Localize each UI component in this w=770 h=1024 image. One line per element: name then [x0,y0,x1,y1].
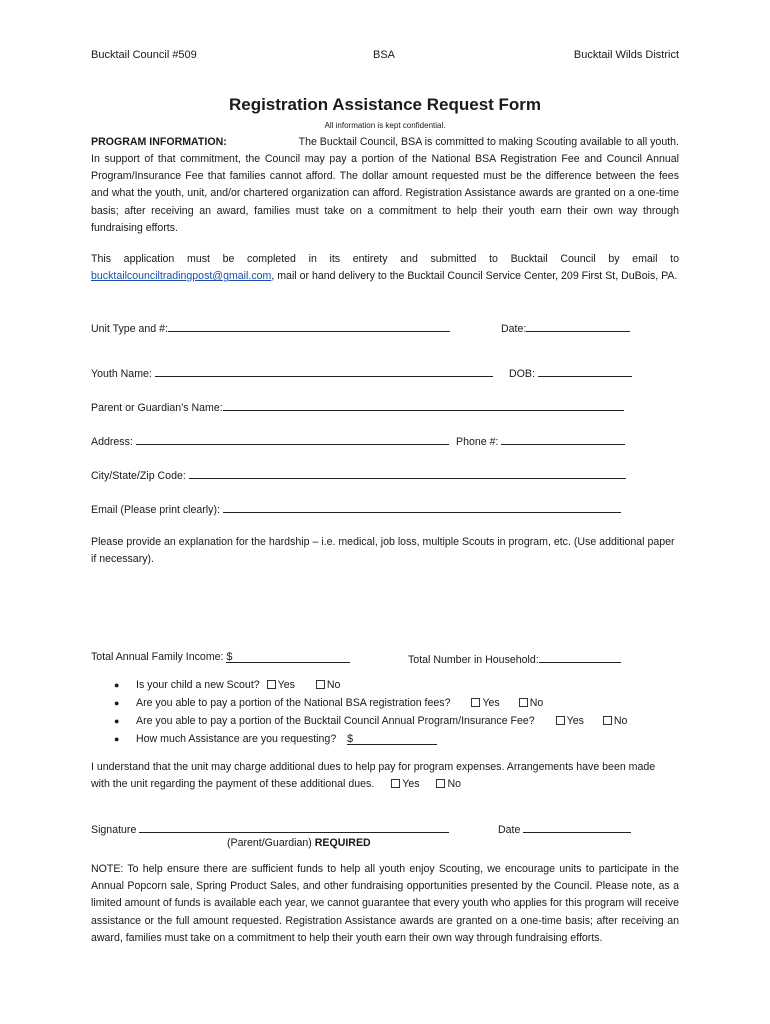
address-field[interactable] [91,433,449,448]
income-label: Total Annual Family Income: [91,651,224,663]
signature-caption [227,837,371,849]
dob-field[interactable] [509,365,632,380]
household-label: Total Number in Household: [408,654,539,666]
no-label: No [529,697,544,709]
city-label: City/State/Zip Code: [91,470,186,482]
phone-field[interactable] [456,433,625,448]
form-title: Registration Assistance Request Form [228,95,542,114]
question-assistance-amount[interactable] [136,733,437,745]
application-instructions [91,251,679,285]
checkbox-yes[interactable] [391,779,400,788]
question-council-fee [136,715,627,727]
income-dollar: $ [226,651,233,663]
question-text: How much Assistance are you requesting? [136,733,337,745]
yes-label: Yes [402,778,420,791]
checkbox-no[interactable] [603,716,612,725]
yes-label: Yes [482,697,500,709]
bullet-icon: ● [114,680,120,690]
income-line[interactable] [226,651,350,663]
bullet-icon: ● [114,716,120,726]
checkbox-no[interactable] [519,698,528,707]
checkbox-yes[interactable] [267,680,276,689]
dob-label: DOB: [509,368,535,380]
caption-text: (Parent/Guardian) [227,837,312,849]
parent-name-line[interactable] [223,399,624,411]
dues-statement [91,759,675,793]
question-new-scout [136,679,340,691]
city-line[interactable] [189,467,626,479]
header-council: Bucktail Council #509 [91,49,197,61]
question-text: Are you able to pay a portion of the Bucktail Council Annual Program/Insurance Fee? [136,715,535,727]
assistance-line[interactable] [347,733,437,745]
parent-name-field[interactable] [91,399,624,414]
dob-line[interactable] [538,365,632,377]
unit-type-line[interactable] [168,320,450,332]
fundraising-note: NOTE: To help ensure there are sufficient funds to help all youth enjoy Scouting, we encourage units to participate in the Annual Popcorn sale, Spring Product Sales, and other fundraising opportunities presented by the Council. Please note, as a limited amount of funds is available each year, we cannot guarantee that every youth who applies for this program will receive assistance or the full amount requested. Registration Assistance awards are granted on a one-time basis; after receiving an award, families must take on a commitment to help their youth earn their own way through fundraising efforts. [91,863,679,944]
required-label: REQUIRED [314,837,371,849]
question-text: Is your child a new Scout? [136,679,260,691]
email-line[interactable] [223,501,621,513]
youth-name-label: Youth Name: [91,368,152,380]
signature-label: Signature [91,824,137,836]
email-label: Email (Please print clearly): [91,504,220,516]
signature-date-line[interactable] [523,821,631,833]
council-email-link[interactable]: bucktailcounciltradingpost@gmail.com [91,270,272,283]
bullet-icon: ● [114,734,120,744]
header-district: Bucktail Wilds District [573,49,679,61]
city-field[interactable] [91,467,626,482]
income-field[interactable] [91,651,350,663]
unit-type-label: Unit Type and #: [91,323,168,335]
yes-label: Yes [277,679,295,691]
no-label: No [447,778,462,791]
bullet-icon: ● [114,698,120,708]
unit-type-field[interactable] [91,320,450,335]
no-label: No [326,679,341,691]
date-field[interactable] [501,320,630,335]
checkbox-no[interactable] [436,779,445,788]
date-line[interactable] [526,320,630,332]
parent-name-label: Parent or Guardian’s Name: [91,402,223,414]
phone-label: Phone #: [456,436,499,448]
checkbox-yes[interactable] [471,698,480,707]
household-field[interactable] [408,651,621,666]
checkbox-no[interactable] [316,680,325,689]
email-field[interactable] [91,501,621,516]
household-line[interactable] [539,651,621,663]
signature-date-field[interactable] [498,821,631,836]
hardship-prompt: Please provide an explanation for the hardship – i.e. medical, job loss, multiple Scouts in program, etc. (Use additional paper if necessary). [91,536,675,566]
address-label: Address: [91,436,133,448]
no-label: No [613,715,628,727]
program-text: In support of that commitment, the Council may pay a portion of the National BSA Registration Fee and Council Annual Program/Insurance Fee that families cannot afford. The dollar amount requested must be the difference between the fees and what the youth, unit, and/or chartered organization can afford. Registration Assistance awards are granted on a one-time basis; after receiving an award, families must take on a commitment to help their youth earn their own way through fundraising efforts. [91,153,679,234]
phone-line[interactable] [501,433,625,445]
signature-field[interactable] [91,821,449,836]
header-bsa: BSA [373,49,396,61]
question-text: Are you able to pay a portion of the National BSA registration fees? [136,697,451,709]
signature-line[interactable] [139,821,449,833]
checkbox-yes[interactable] [556,716,565,725]
address-line[interactable] [136,433,449,445]
yes-label: Yes [566,715,584,727]
date-label: Date: [501,323,527,335]
youth-name-line[interactable] [155,365,493,377]
signature-date-label: Date [498,824,521,836]
question-national-fees [136,697,543,709]
confidential-note: All information is kept confidential. [324,121,446,130]
program-label: PROGRAM INFORMATION: [91,136,227,148]
assistance-dollar: $ [347,733,354,745]
youth-name-field[interactable] [91,365,493,380]
program-first-line: The Bucktail Council, BSA is committed to making Scouting available to all youth. [298,136,679,148]
instructions-after: , mail or hand delivery to the Bucktail Council Service Center, 209 First St, DuBois, PA. [271,270,678,283]
dues-text: I understand that the unit may charge additional dues to help pay for program expenses. Arrangements have been made with the unit regarding the payment of these additional dues. [91,761,656,791]
instructions-before: This application must be completed in its entirety and submitted to Bucktail Council by email to [91,253,679,265]
